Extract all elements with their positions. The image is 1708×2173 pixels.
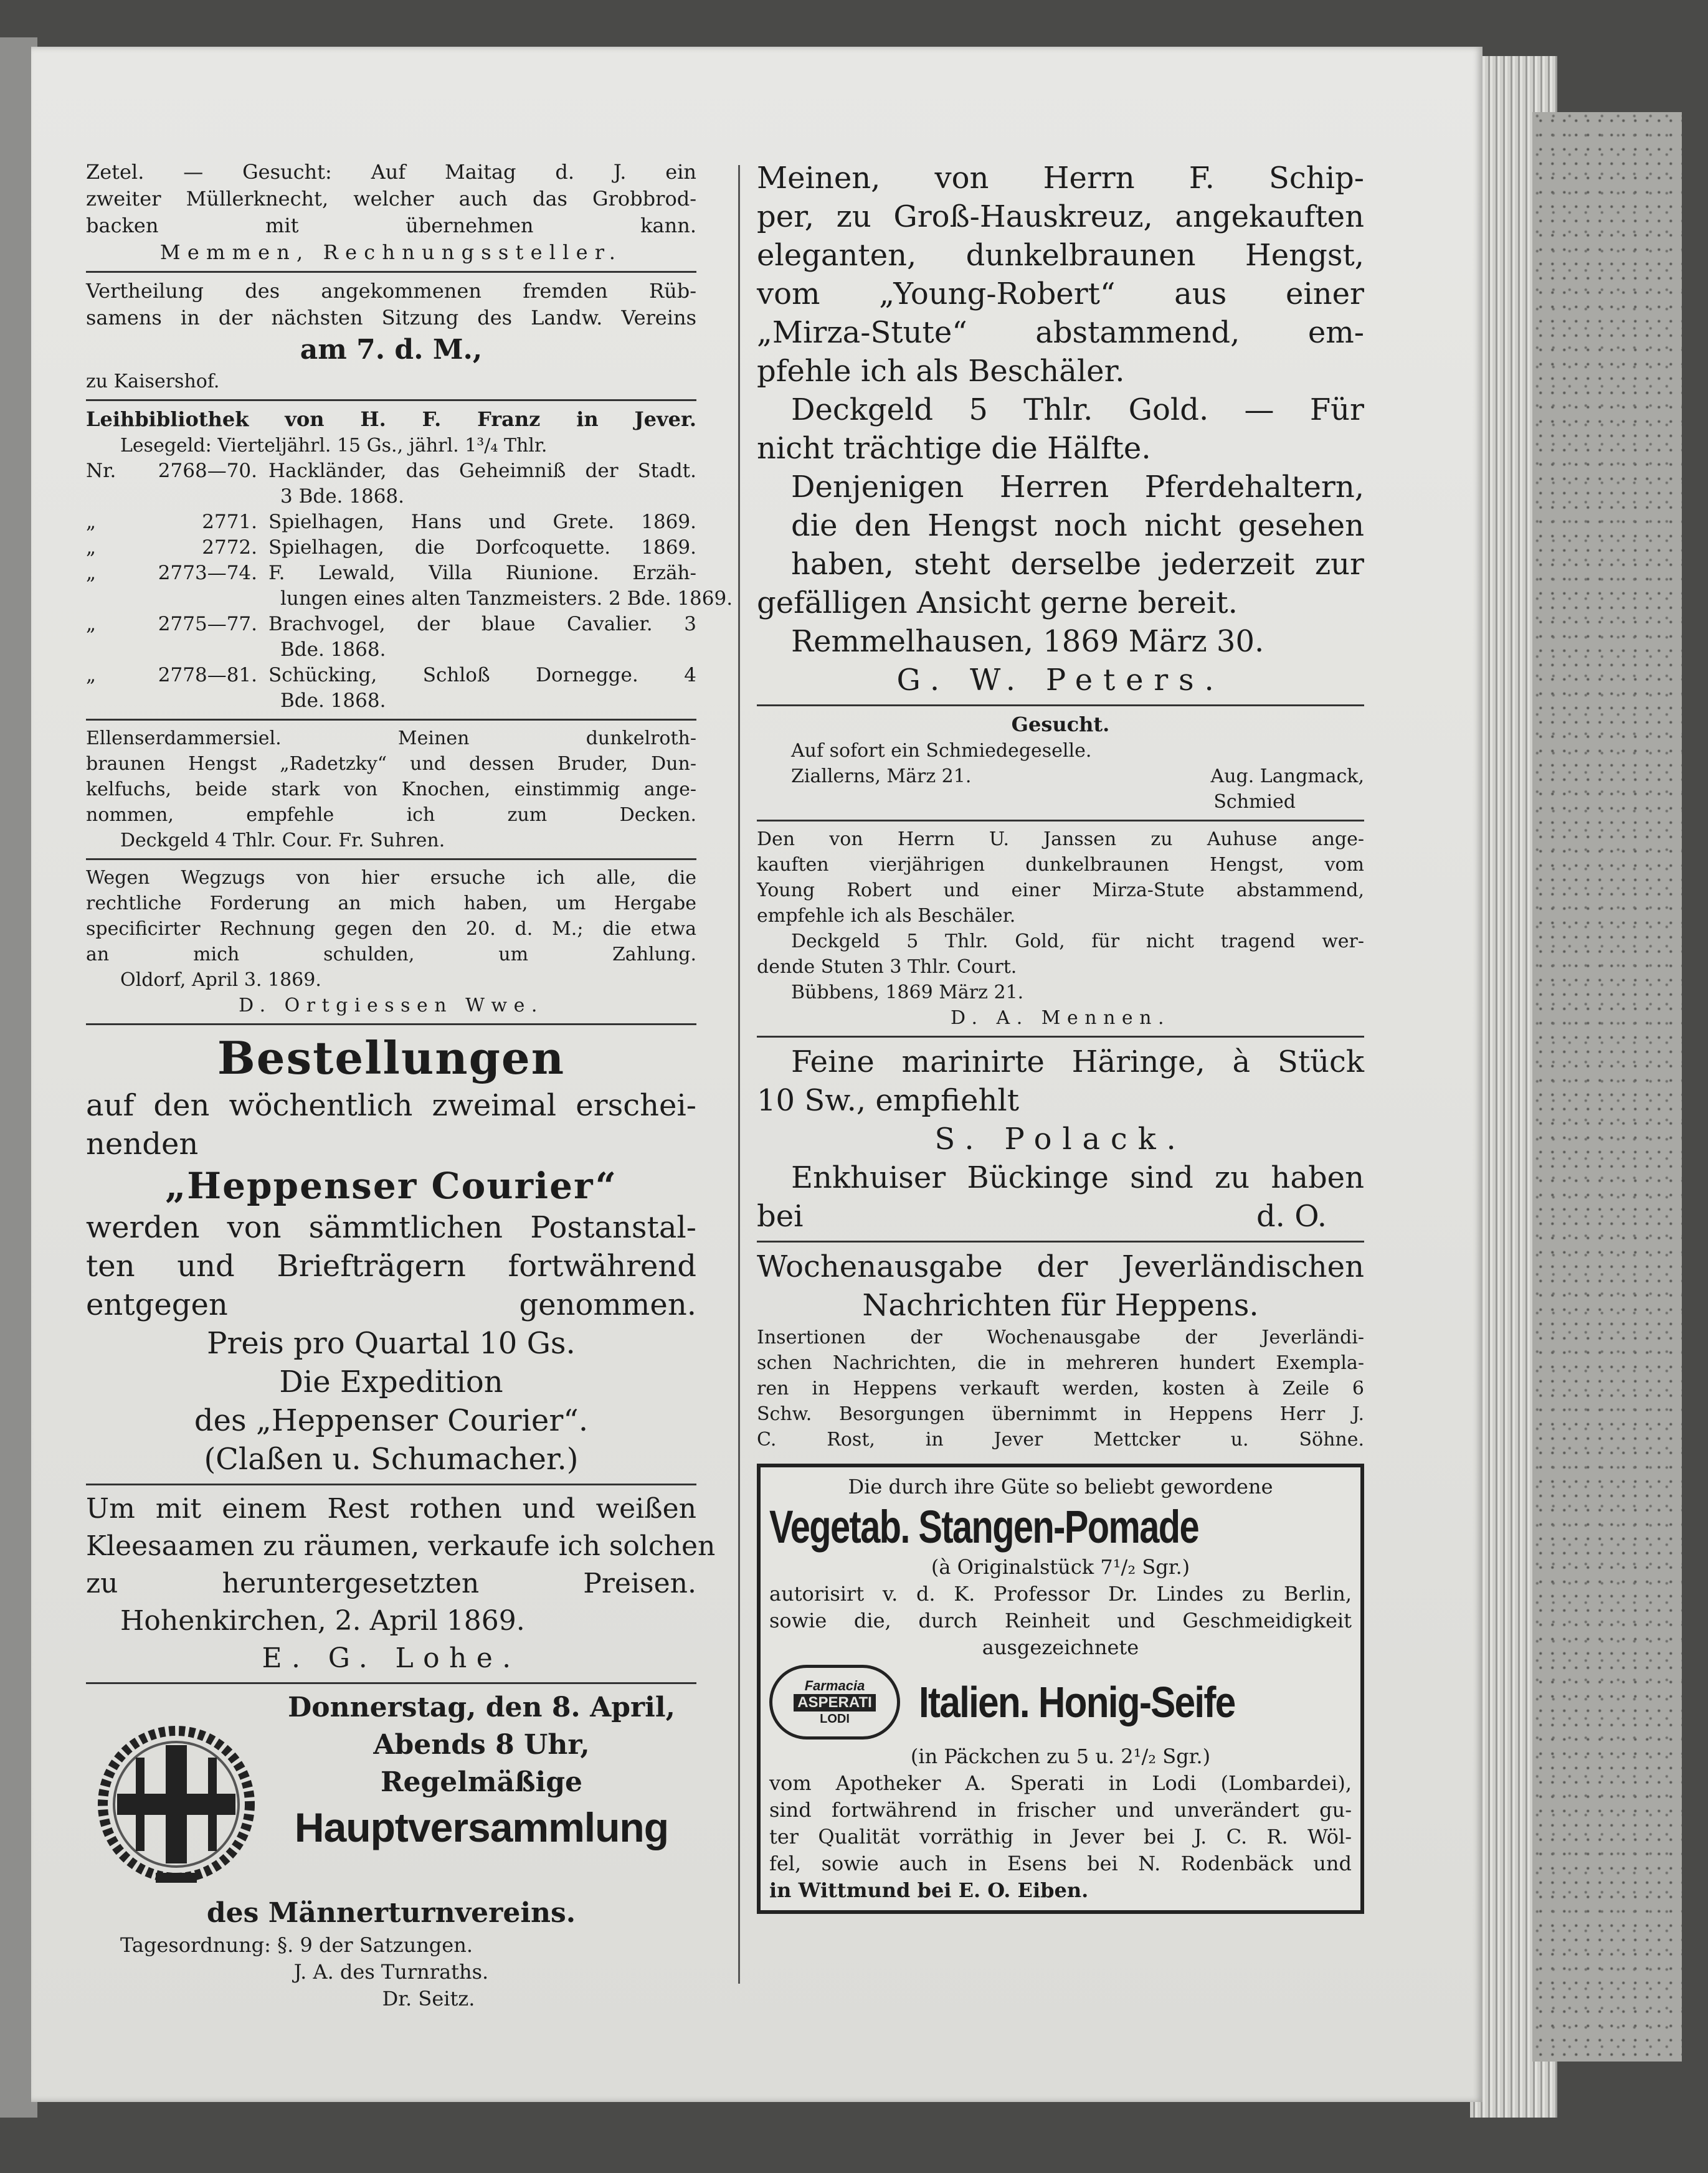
separator — [86, 1484, 696, 1485]
text-line: die den Hengst noch nicht gesehen — [791, 508, 1364, 543]
catalogue-mark: „ — [86, 511, 97, 533]
turner-cross-emblem-icon — [86, 1714, 267, 1895]
signature: E. G. Lohe. — [262, 1642, 521, 1674]
ad-leihbibliothek — [86, 406, 733, 714]
place-date: Remmelhausen, 1869 März 30. — [791, 624, 1264, 659]
signature: G. W. Peters. — [896, 663, 1225, 698]
farmacia-badge-icon — [769, 1665, 900, 1740]
text-line: Zetel. — Gesucht: Auf Maitag d. J. ein — [86, 160, 696, 184]
text-line: nommen, empfehle ich zum Decken. — [86, 804, 696, 826]
catalogue-num: 2768—70. — [158, 460, 257, 482]
text-line: auf den wöchentlich zweimal erschei- — [86, 1088, 696, 1123]
badge-bot: LODI — [820, 1712, 850, 1726]
catalogue-text: Brachvogel, der blaue Cavalier. 3 — [268, 613, 696, 635]
price-2: (in Päckchen zu 5 u. 2¹/₂ Sgr.) — [910, 1745, 1211, 1768]
text-line: nenden — [86, 1127, 199, 1162]
organization: des Männerturnvereins. — [206, 1897, 576, 1929]
text-line: sind fortwährend in frischer und unverändert gu- — [769, 1798, 1352, 1822]
text-line: Um mit einem Rest rothen und weißen — [86, 1493, 696, 1525]
signature-1: J. A. des Turnraths. — [293, 1960, 489, 1984]
text-line: Den von Herrn U. Janssen zu Auhuse ange- — [757, 828, 1364, 850]
text-line: haben, steht derselbe jederzeit zur — [791, 547, 1364, 582]
catalogue-row — [86, 509, 696, 535]
date: Donnerstag, den 8. April, — [288, 1692, 675, 1723]
text-line: Schw. Besorgungen übernimmt in Heppens Herr J. — [757, 1403, 1364, 1425]
catalogue-text: Spielhagen, Hans und Grete. 1869. — [268, 511, 696, 533]
product-title-1: Vegetab. Stangen-Pomade — [769, 1501, 1199, 1553]
price: Preis pro Quartal 10 Gs. — [207, 1326, 576, 1361]
text-line: Deckgeld 5 Thlr. Gold, für nicht tragend wer- — [791, 930, 1364, 952]
signature: Memmen, Rechnungssteller. — [159, 240, 623, 264]
text-line: Meinen, von Herrn F. Schip- — [757, 161, 1364, 196]
middle: ausgezeichnete — [982, 1636, 1139, 1659]
ad-hengst-mennen — [757, 826, 1364, 1031]
place-date: Ziallerns, März 21. — [791, 765, 972, 787]
text-last: pfehle ich als Beschäler. — [757, 354, 1125, 389]
catalogue-cont: lungen eines alten Tanzmeisters. 2 Bde. 1869. — [280, 587, 733, 610]
text-line: entgegen genommen. — [86, 1287, 696, 1322]
text-line: samens in der nächsten Sitzung des Landw. Vereins — [86, 306, 696, 329]
product-title-2: Italien. Honig-Seife — [919, 1678, 1235, 1726]
text-line: eleganten, dunkelbraunen Hengst, — [757, 238, 1364, 273]
separator — [86, 271, 696, 273]
ad-bestellungen — [86, 1030, 696, 1479]
expedition: Die Expedition — [279, 1365, 503, 1399]
ad-turnverein — [86, 1689, 696, 1895]
text-line: vom Apotheker A. Sperati in Lodi (Lombardei), — [769, 1771, 1352, 1795]
text-line: braunen Hengst „Radetzky“ und dessen Bruder, Dun- — [86, 753, 696, 775]
text-line: sowie die, durch Reinheit und Geschmeidigkeit — [769, 1609, 1352, 1632]
catalogue-num: 2772. — [202, 536, 257, 559]
text-line: werden von sämmtlichen Postanstal- — [86, 1210, 696, 1245]
signature: Aug. Langmack, — [1210, 765, 1364, 787]
price-signature: Deckgeld 4 Thlr. Cour. Fr. Suhren. — [120, 830, 445, 851]
catalogue-mark: „ — [86, 536, 97, 559]
text-line: ten und Briefträgern fortwährend — [86, 1249, 696, 1284]
text-line: Feine marinirte Häringe, à Stück — [791, 1044, 1364, 1079]
text-line: Kleesaamen zu räumen, verkaufe ich solchen — [86, 1530, 716, 1562]
text-line: Insertionen der Wochenausgabe der Jeverländi- — [757, 1327, 1364, 1348]
text-line: ter Qualität vorräthig in Jever bei J. C. R. Wöl- — [769, 1825, 1352, 1849]
separator — [86, 1023, 696, 1025]
catalogue-row — [86, 561, 696, 586]
text-line: specificirter Rechnung gegen den 20. d. M.; die etwa — [86, 918, 696, 940]
expedition-3: (Claßen u. Schumacher.) — [204, 1442, 579, 1477]
text-line: ren in Heppens verkauft werden, kosten à Zeile 6 — [757, 1378, 1364, 1399]
separator — [757, 1241, 1364, 1243]
signature-2: Dr. Seitz. — [382, 1987, 475, 2010]
text-line: per, zu Groß-Hauskreuz, angekauften — [757, 199, 1364, 234]
catalogue-row — [86, 663, 696, 688]
text: Auf sofort ein Schmiedegeselle. — [791, 740, 1092, 762]
text-last: nicht trächtige die Hälfte. — [757, 431, 1151, 466]
text-line: Enkhuiser Bückinge sind zu haben — [791, 1160, 1364, 1195]
catalogue-num: 2773—74. — [158, 562, 257, 584]
text-line: kauften vierjährigen dunkelbraunen Hengst, vom — [757, 854, 1364, 876]
text-line: schen Nachrichten, die in mehreren hundert Exempla- — [757, 1352, 1364, 1374]
text-line: backen mit übernehmen kann. — [86, 214, 696, 237]
catalogue-mark: „ — [86, 562, 97, 584]
separator — [757, 1036, 1364, 1038]
signature: D. A. Mennen. — [950, 1007, 1171, 1029]
catalogue-cont: 3 Bde. 1868. — [280, 485, 405, 508]
ad-hengst-suhren — [86, 726, 696, 853]
badge-top: Farmacia — [804, 1678, 865, 1693]
ad-ruebsamen — [86, 278, 696, 394]
catalogue-mark: „ — [86, 613, 97, 635]
catalogue-text: F. Lewald, Villa Riunione. Erzäh- — [268, 562, 696, 584]
place-date: Oldorf, April 3. 1869. — [120, 969, 321, 991]
regular: Regelmäßige — [380, 1766, 582, 1798]
text-line: zweiter Müllerknecht, welcher auch das Grobbrod- — [86, 187, 696, 211]
book-edge — [1532, 112, 1682, 2062]
ad-zetel — [86, 159, 696, 266]
text-last: 10 Sw., empfiehlt — [757, 1083, 1020, 1118]
separator — [86, 858, 696, 860]
date: am 7. d. M., — [300, 334, 483, 366]
text-line: rechtliche Forderung an mich haben, um Hergabe — [86, 892, 696, 914]
left-column — [86, 159, 733, 2012]
text-line: fel, sowie auch in Esens bei N. Rodenbäck und — [769, 1852, 1352, 1875]
ad-hengst-peters — [757, 159, 1364, 699]
meeting-title: Hauptversammlung — [294, 1804, 669, 1850]
headline: Bestellungen — [217, 1031, 566, 1084]
title: Gesucht. — [1011, 712, 1110, 736]
catalogue-num: 2775—77. — [158, 613, 257, 635]
text-last: empfehle ich als Beschäler. — [757, 905, 1016, 927]
signature: D. Ortgiessen Wwe. — [239, 995, 544, 1016]
title-2: Nachrichten für Heppens. — [862, 1288, 1259, 1323]
text-last: gefälligen Ansicht gerne bereit. — [757, 585, 1238, 620]
text-line: Denjenigen Herren Pferdehaltern, — [791, 470, 1364, 504]
ad-haeringe — [757, 1043, 1364, 1236]
library-title: Leihbibliothek von H. F. Franz in Jever. — [86, 407, 696, 431]
text-last: dende Stuten 3 Thlr. Court. — [757, 956, 1017, 978]
text-line: Deckgeld 5 Thlr. Gold. — Für — [791, 392, 1364, 427]
column-divider — [738, 165, 740, 1984]
ad-kleesaamen — [86, 1490, 716, 1677]
text-last: C. Rost, in Jever Mettcker u. Söhne. — [757, 1429, 1364, 1451]
signature: S. Polack. — [934, 1122, 1187, 1157]
separator — [86, 719, 696, 721]
text-line: kelfuchs, beide stark von Knochen, einstimmig ange- — [86, 779, 696, 800]
newspaper-name: „Heppenser Courier“ — [164, 1165, 618, 1207]
signature: d. O. — [1256, 1199, 1327, 1234]
library-fee: Lesegeld: Vierteljährl. 15 Gs., jährl. 1³/₄ Thlr. — [120, 435, 548, 457]
text-line: vom „Young-Robert“ aus einer — [757, 277, 1364, 311]
text-line: zu heruntergesetzten Preisen. — [86, 1568, 696, 1599]
catalogue-num: 2778—81. — [158, 664, 257, 686]
text-line: „Mirza-Stute“ abstammend, em- — [757, 315, 1364, 350]
catalogue-mark: Nr. — [86, 460, 116, 482]
text-line: an mich schulden, um Zahlung. — [86, 944, 696, 965]
catalogue-text: Hackländer, das Geheimniß der Stadt. — [268, 460, 696, 482]
text-line: Ellenserdammersiel. Meinen dunkelroth- — [86, 727, 696, 749]
ad-gesucht-schmied — [757, 711, 1364, 815]
catalogue-cont: Bde. 1868. — [280, 638, 386, 661]
place-date: Hohenkirchen, 2. April 1869. — [120, 1605, 525, 1637]
catalogue-text: Schücking, Schloß Dornegge. 4 — [268, 664, 696, 686]
title-1: Wochenausgabe der Jeverländischen — [757, 1249, 1364, 1284]
badge-mid: ASPERATI — [794, 1694, 876, 1711]
catalogue-row — [86, 535, 696, 561]
separator — [757, 704, 1364, 706]
ad-pomade-seife-box — [757, 1464, 1364, 1914]
text-last: in Wittmund bei E. O. Eiben. — [769, 1878, 1089, 1902]
text-line: Young Robert und einer Mirza-Stute abstammend, — [757, 879, 1364, 901]
catalogue-mark: „ — [86, 664, 97, 686]
catalogue-text: Spielhagen, die Dorfcoquette. 1869. — [268, 536, 696, 559]
catalogue-row — [86, 612, 696, 637]
price-1: (à Originalstück 7¹/₂ Sgr.) — [931, 1555, 1190, 1579]
text-line: autorisirt v. d. K. Professor Dr. Lindes zu Berlin, — [769, 1582, 1352, 1606]
text-bei: bei — [757, 1199, 804, 1234]
separator — [86, 399, 696, 401]
place-date: Bübbens, 1869 März 21. — [791, 982, 1024, 1003]
text-line: Vertheilung des angekommenen fremden Rüb- — [86, 279, 696, 303]
separator — [757, 820, 1364, 821]
text-line: Wegen Wegzugs von hier ersuche ich alle, die — [86, 867, 696, 889]
intro: Die durch ihre Güte so beliebt gewordene — [848, 1475, 1273, 1498]
catalogue-cont: Bde. 1868. — [280, 689, 386, 712]
ad-wegzug — [86, 865, 696, 1018]
place: zu Kaisershof. — [86, 371, 220, 392]
ad-wochenausgabe — [757, 1247, 1364, 1452]
right-column — [757, 159, 1364, 1914]
expedition-2: des „Heppenser Courier“. — [194, 1403, 589, 1438]
separator — [86, 1682, 696, 1684]
time: Abends 8 Uhr, — [373, 1729, 590, 1761]
catalogue-row — [86, 458, 696, 484]
catalogue-num: 2771. — [202, 511, 257, 533]
agenda: Tagesordnung: §. 9 der Satzungen. — [120, 1933, 473, 1957]
role: Schmied — [1213, 791, 1296, 813]
